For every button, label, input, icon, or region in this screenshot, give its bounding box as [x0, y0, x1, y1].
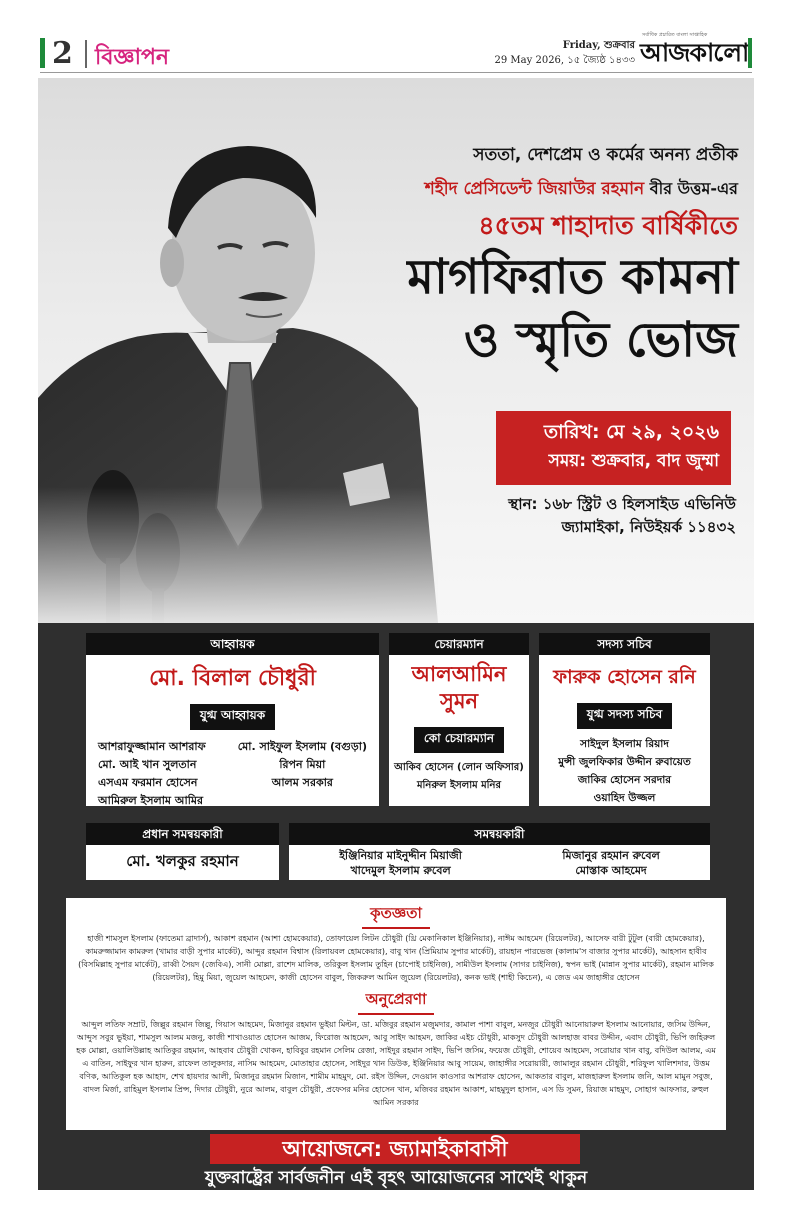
list-item: আশরাফুজ্জামান আশরাফ	[98, 740, 206, 753]
masthead-green-bar	[40, 38, 45, 68]
list-item: ওয়াহিদ উজ্জল	[593, 792, 656, 804]
chief-coordinator-card	[86, 823, 279, 880]
list-item: এসএম ফরমান হোসেন	[98, 776, 198, 789]
anniversary-heading: ৪৫তম শাহাদাত বার্ষিকীতে	[478, 211, 738, 240]
member-secretary-heading: সদস্য সচিব	[539, 633, 710, 655]
footer-slogan: যুক্তরাষ্ট্রের সার্বজনীন এই বৃহৎ আয়োজনের সাথেই থাকুন	[204, 1168, 588, 1188]
coordinators-heading: সমন্বয়কারী	[289, 823, 710, 845]
honoree-name: শহীদ প্রেসিডেন্ট জিয়াউর রহমান	[424, 179, 645, 199]
honoree-line	[308, 176, 738, 204]
list-item: মোস্তাক আহমেদ	[575, 864, 647, 877]
advertisement	[38, 78, 754, 1190]
joint-convener-list-right	[238, 738, 367, 810]
convener-card	[86, 633, 379, 806]
masthead	[40, 32, 752, 72]
list-item: মুন্সী জুলফিকার উদ্দীন রুবায়েত	[558, 756, 691, 768]
list-item: আলম সরকার	[271, 776, 333, 789]
chairman-heading: চেয়ারম্যান	[389, 633, 529, 655]
gratitude-names: হাজী শামসুল ইসলাম (ফাতেমা ব্রাদার্স), আকাশ রহমান (আশা হোমকেয়ার), তোফায়েল লিটন চৌধুরী (থ্রি মেকানিকাল ইঞ্জিনিয়ার), নাঈম আহমেদ (রিয়েলটর), আসেফ বারী টুটুল (বারী হোমকেয়ার), কামরুজ্জামান কামরুল (খামার বাড়ী সুপার মার্কেট), আব্দুর রহমান বিশ্বাস (রিলায়বল হোমকেয়ার), বাবু খান (প্রিমিয়াম সুপার মার্কেট), রায়হান পারভেজ (কালাম'স বাজার সুপার মার্কেট), আহসান হাবীব (বিসমিল্লাহ সুপার মার্কেট), রাব্বী সৈয়দ (জেবিএ), সানী মোল্লা, রাশেদ মালিক, তরিকুল ইসলাম তুহিন (চাপোই চাইনিজ), সামীউল ইসলাম (সাগর চাইনিজ), স্বপন ভাই (মান্নান সুপার মার্কেট), রহমান মালিক (রিয়েলটর), হিমু মিয়া, জুয়েল আহমেদ, কাজী হোসেন বাবুল, জিকরুল আমিন জুয়েল (রিয়েলটর), কনক ভাই (শাহী কিচেন), এ জেড এম জাহাঙ্গীর হোসেন	[78, 934, 714, 982]
chairman-name-line-2: সুমন	[439, 689, 479, 713]
newspaper-logo	[640, 32, 752, 68]
venue-line-1: স্থান: ১৬৮ স্ট্রিট ও হিলসাইড এভিনিউ	[508, 495, 736, 513]
inspiration-names: আব্দুল লতিফ সম্রাট, জিল্লুর রহমান জিল্লু, গিয়াস আহমেদ, মিজানুর রহমান ভুইয়া মিল্টন, ডা. মজিবুর রহমান মজুমদার, কামাল পাশা বাবুল, মনজুর চৌধুরী আনোয়ারুল ইসলাম আনোয়ার, জসিম উদ্দিন, আব্দুস সবুর ভুইয়া, শামসুল আলম মজনু, কাজী শাখাওয়াত হোসেন আজম, ফিরোজ আহমেদ, আবু সাইদ আহমদ, জাকির এইচ চৌধুরী, মাকসুদ চৌধুরী আলহাজ বাবর উদ্দীন, এবাদ চৌধুরী, ভিপি জহিরুল হক মোল্লা, ওয়ালিউল্লাহ আতিকুর রহমান, আহবাব চৌধুরী খোকন, হাবিবুর রহমান সেলিম রেজা, সাইদুর রহমান সাইদ, ভিপি জসিম, ফয়েজ চৌধুরী, শোয়েব আহমেদ, সরোয়ার খান বাবু, বদিউল আলম, এম এ বাতিন, সাইফুর খান হারুন, রাফেল তালুকদার, নাসিম আহমেদ, মোতাহার হোসেন, সাইদুর খান ডিউক, ইঞ্জিনিয়ার আবু সায়েম, জাহাঙ্গীর সরোয়ারী, জামালুর রহমান চৌধুরী, শরিফুল খালিশদার, উত্তম বণিক, আতিকুল হক আহাদ, শেখ হায়দার আলী, মিজানুর রহমান মিজান, শামীম মাহমুদ, মো. রইস উদ্দিন, দেওয়ান কাওসার আশরাফ হোসেন, আকতার বাবুল, মাজহারুল ইসলাম জনি, আল মামুন সবুজ, বাদল মির্জা, রাহিমুল ইসলাম প্রিন্স, দিদার চৌধুরী, নুরে আলম, বাবুল চৌধুরী, প্রফেসর মনির হোসেন খান, মজিবর রহমান আকাশ, মাহমুদুল হাসান, এস ডি সুমন, রিয়াজ মাহমুদ, সোহাগ আফসার, রুহুল আমিন সরকার	[76, 1020, 716, 1107]
list-item: আমিরুল ইসলাম আমির	[98, 794, 204, 807]
masthead-rule	[40, 72, 752, 73]
venue-line-2: জ্যামাইকা, নিউইয়র্ক ১১৪৩২	[561, 518, 736, 536]
list-item: খাদেমুল ইসলাম রুবেল	[350, 864, 451, 877]
convener-name: মো. বিলাল চৌধুরী	[149, 666, 316, 691]
list-item: মিজানুর রহমান রুবেল	[562, 849, 660, 862]
dateline-date: 29 May 2026, ১৫ জ্যৈষ্ঠ ১৪৩৩	[494, 55, 635, 66]
co-chairman-label: কো চেয়ারম্যান	[414, 727, 504, 753]
committee-section	[38, 623, 754, 1190]
ad-tagline: সততা, দেশপ্রেম ও কর্মের অনন্য প্রতীক	[473, 145, 738, 165]
member-secretary-card	[539, 633, 710, 806]
list-item: মনিরুল ইসলাম মনির	[416, 780, 502, 791]
logo-green-bar	[748, 38, 752, 68]
list-item: রিপন মিয়া	[279, 758, 326, 771]
event-venue	[458, 493, 736, 539]
newspaper-tagline: সর্বাধিক প্রচারিত বাংলা সাপ্তাহিক	[642, 32, 708, 38]
newspaper-name: আজকালো	[640, 38, 749, 67]
ad-header-panel	[38, 78, 754, 623]
gratitude-heading: কৃতজ্ঞতা	[362, 902, 430, 929]
dateline	[460, 38, 635, 68]
event-date: তারিখ: মে ২৯, ২০২৬	[543, 421, 719, 443]
convener-heading: আহ্বায়ক	[86, 633, 379, 655]
event-time: সময়: শুক্রবার, বাদ জুম্মা	[548, 451, 719, 471]
list-item: সাইদুল ইসলাম রিয়াদ	[580, 738, 669, 750]
honoree-title: বীর উত্তম-এর	[644, 179, 738, 198]
list-item: মো. সাইফুল ইসলাম (বগুড়া)	[237, 740, 367, 753]
masthead-divider	[85, 40, 87, 68]
organizer-banner: আয়োজনে: জ্যামাইকাবাসী	[210, 1134, 580, 1164]
coordinators-list-left	[339, 848, 462, 878]
coordinators-list-right	[562, 848, 659, 878]
chairman-name	[389, 661, 529, 715]
list-item: জাকির হোসেন সরদার	[577, 774, 672, 786]
section-name: বিজ্ঞাপন	[95, 45, 170, 70]
page-number: 2	[52, 36, 73, 71]
list-item: মো. আই খান সুলতান	[98, 758, 197, 771]
co-chairman-list	[389, 759, 529, 795]
chief-coordinator-heading: প্রধান সমন্বয়কারী	[86, 823, 279, 845]
credits-panel	[66, 898, 726, 1130]
joint-convener-list-left	[98, 738, 206, 810]
chief-coordinator-name: মো. খলকুর রহমান	[126, 852, 239, 870]
joint-member-secretary-list	[539, 735, 710, 807]
event-title-line-2: ও স্মৃতি ভোজ	[463, 312, 738, 368]
coordinators-card	[289, 823, 710, 880]
member-secretary-name: ফারুক হোসেন রনি	[553, 666, 696, 688]
event-datetime-box	[496, 411, 731, 485]
event-title-line-1: মাগফিরাত কামনা	[407, 249, 738, 305]
chairman-name-line-1: আলআমিন	[411, 662, 507, 686]
list-item: ইঞ্জিনিয়ার মাইনুদ্দীন মিয়াজী	[339, 849, 462, 862]
inspiration-heading: অনুপ্রেরণা	[358, 988, 435, 1015]
joint-member-secretary-label: যুগ্ম সদস্য সচিব	[577, 703, 672, 729]
chairman-card	[389, 633, 529, 806]
dateline-day: Friday, শুক্রবার	[562, 40, 635, 51]
joint-convener-label: যুগ্ম আহ্বায়ক	[190, 704, 275, 730]
list-item: আকিব হোসেন (লোন অফিসার)	[394, 762, 524, 773]
